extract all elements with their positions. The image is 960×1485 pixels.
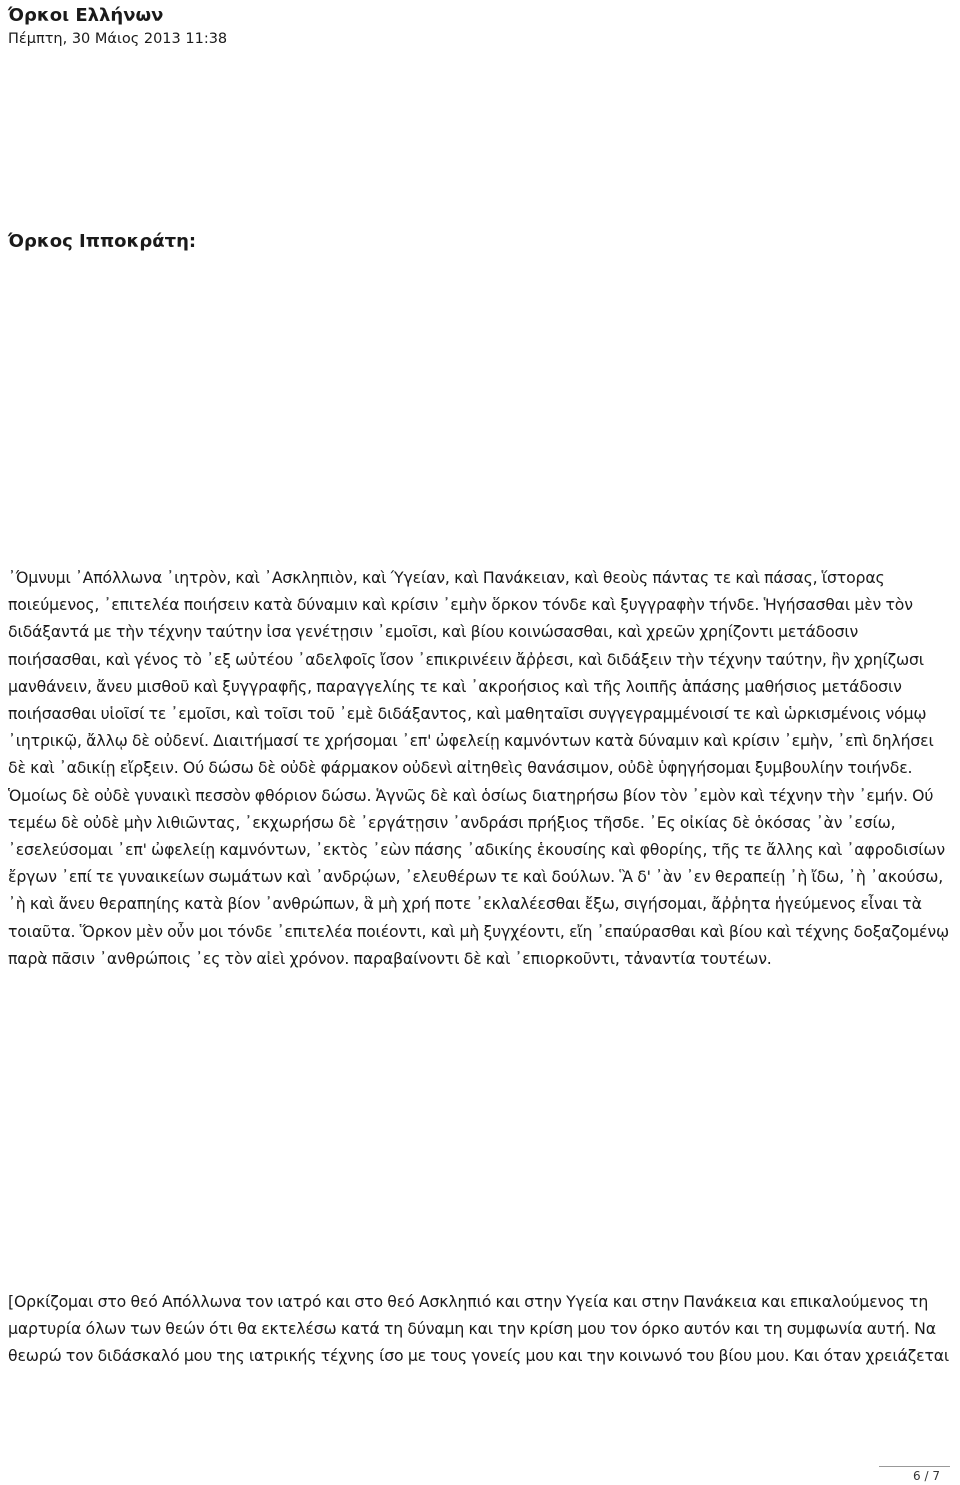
section-title: Όρκος Ιπποκράτη:	[8, 231, 197, 252]
footer-divider	[879, 1466, 950, 1467]
site-title: Όρκοι Ελλήνων	[8, 5, 164, 26]
ancient-oath-text: ᾿Όμνυμι ᾿Απόλλωνα ᾿ιητρὸν, καὶ ᾿Ασκληπιὸν, καὶ Ύγείαν, καὶ Πανάκειαν, καὶ θεοὺς πάντας τε καὶ πάσας, ἵστορας ποιεύμενος, ᾿επιτελέα ποιήσειν κατὰ δύναμιν καὶ κρίσιν ᾿εμὴν ὅρκον τόνδε καὶ ξυγγραφὴν τήνδε. Ἡγήσασθαι μὲν τὸν διδάξαντά με τὴν τέχνην ταύτην ἰσα γενέτῃσιν ᾿εμοῖσι, καὶ βίου κοινώσασθαι, καὶ χρεῶν χρηίζοντι μετάδοσιν ποιήσασθαι, καὶ γένος τὸ ᾿εξ ωὐτέου ᾿αδελφοῖς ἴσον ᾿επικρινέειν ἄῤῥεσι, καὶ διδάξειν τὴν τέχνην ταύτην, ἢν χρηίζωσι μανθάνειν, ἄνευ μισθοῦ καὶ ξυγγραφῆς, παραγγελίης τε καὶ ᾿ακροήσιος καὶ τῆς λοιπῆς ἁπάσης μαθήσιος μετάδοσιν ποιήσασθαι υἱοῖσί τε ᾿εμοῖσι, καὶ τοῖσι τοῦ ᾿εμὲ διδάξαντος, καὶ μαθηταῖσι συγγεγραμμένοισί τε καὶ ὡρκισμένοις νόμῳ ᾿ιητρικῷ, ἄλλῳ δὲ οὐδενί. Διαιτήμασί τε χρήσομαι ᾿επ' ὠφελείῃ καμνόντων κατὰ δύναμιν καὶ κρίσιν ᾿εμὴν, ᾿επὶ δηλήσει δὲ καὶ ᾿αδικίῃ εἴρξειν. Ού δώσω δὲ οὐδὲ φάρμακον οὐδενὶ αἰτηθεὶς θανάσιμον, οὐδὲ ὑφηγήσομαι ξυμβουλίην τοιήνδε. Ὁμοίως δὲ οὐδὲ γυναικὶ πεσσὸν φθόριον δώσω. Ἁγνῶς δὲ καὶ ὁσίως διατηρήσω βίον τὸν ᾿εμὸν καὶ τέχνην τὴν ᾿εμήν. Ού τεμέω δὲ οὐδὲ μὴν λιθιῶντας, ᾿εκχωρήσω δὲ ᾿εργάτῃσιν ᾿ανδράσι πρήξιος τῆσδε. ᾿Ες οἰκίας δὲ ὁκόσας ᾿ὰν ᾿εσίω, ᾿εσελεύσομαι ᾿επ' ὠφελείῃ καμνόντων, ᾿εκτὸς ᾿εὼν πάσης ᾿αδικίης ἑκουσίης καὶ φθορίης, τῆς τε ἄλλης καὶ ᾿αφροδισίων ἔργων ᾿επί τε γυναικείων σωμάτων καὶ ᾿ανδρῴων, ᾿ελευθέρων τε καὶ δούλων. Ἃ δ' ᾿ὰν ᾿εν θεραπείῃ ᾿ὴ ἴδω, ᾿ὴ ᾿ακούσω, ᾿ὴ καὶ ἄνευ θεραπηίης κατὰ βίον ᾿ανθρώπων, ἃ μὴ χρή ποτε ᾿εκλαλέεσθαι ἔξω, σιγήσομαι, ἄῤῥητα ἡγεύμενος εἶναι τὰ τοιαῦτα. Ὅρκον μὲν οὖν μοι τόνδε ᾿επιτελέα ποιέοντι, καὶ μὴ ξυγχέοντι, εἴη ᾿επαύρασθαι καὶ βίου καὶ τέχνης δοξαζομένῳ παρὰ πᾶσιν ᾿ανθρώποις ᾿ες τὸν αἰεὶ χρόνον. παραβαίνοντι δὲ καὶ ᾿επιορκοῦντι, τἀναντία τουτέων.	[8, 568, 949, 968]
modern-translation-text: [Ορκίζομαι στο θεό Απόλλωνα τον ιατρό και στο θεό Ασκληπιό και στην Υγεία και στην Πανάκεια και επικαλούμενος τη μαρτυρία όλων των θεών ότι θα εκτελέσω κατά τη δύναμη και την κρίση μου τον όρκο αυτόν και τη συμφωνία αυτή. Να θεωρώ τον διδάσκαλό μου της ιατρικής τέχνης ίσο με τους γονείς μου και την κοινωνό του βίου μου. Και όταν χρειάζεται	[8, 1292, 950, 1365]
document-header	[8, 4, 948, 50]
page-number: 6 / 7	[913, 1469, 940, 1483]
post-date: Πέμπτη, 30 Μάιος 2013 11:38	[8, 31, 228, 47]
